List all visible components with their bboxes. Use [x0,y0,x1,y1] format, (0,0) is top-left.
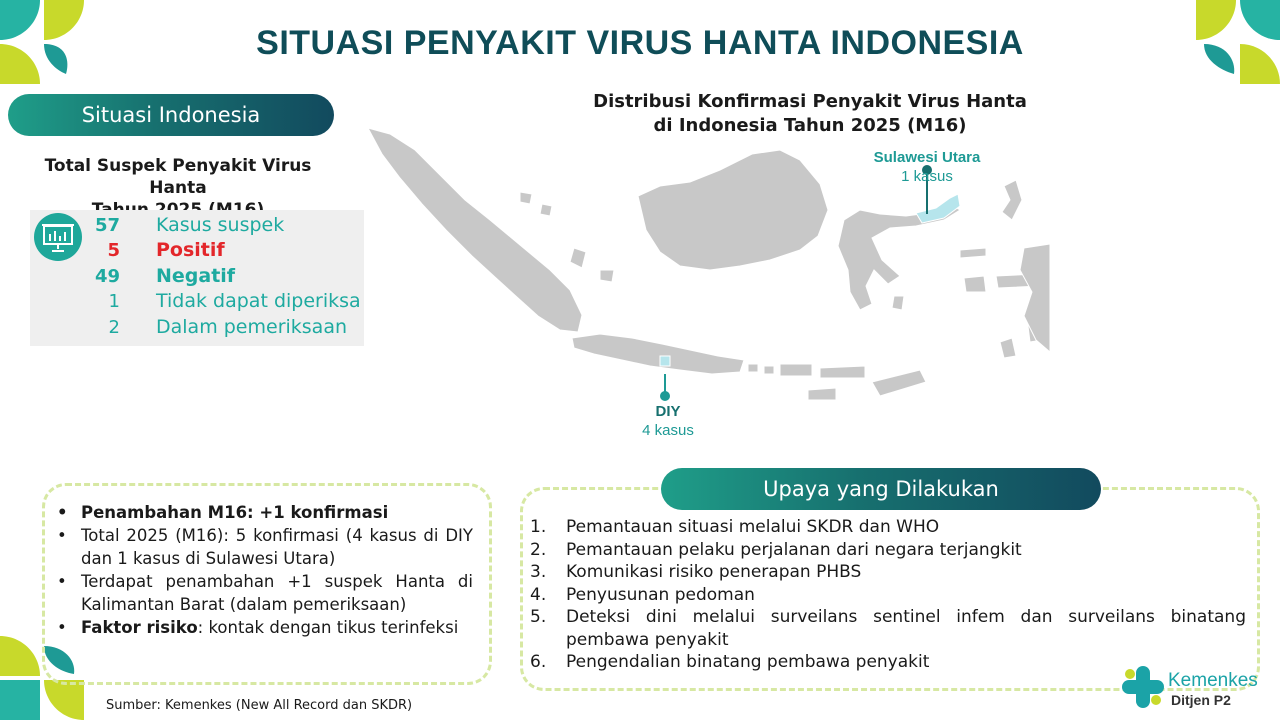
stat-value-suspect: 57 [94,215,120,236]
stat-value-negative: 49 [94,266,120,287]
note-item: • Total 2025 (M16): 5 konfirmasi (4 kasus di DIY dan 1 kasus di Sulawesi Utara) [55,524,473,570]
action-item: 3. Komunikasi risiko penerapan PHBS [530,562,862,582]
stat-value-in-examination: 2 [108,317,120,338]
action-item: 6. Pengendalian binatang pembawa penyakit [530,652,930,672]
marker-diy [661,374,669,400]
kemenkes-logo-icon [1118,662,1168,712]
island-kalimantan [638,150,828,270]
actions-list [530,516,1246,674]
map-title-line1: Distribusi Konfirmasi Penyakit Virus Hanta [593,91,1027,112]
island-bangka [570,248,586,268]
highlight-sulawesi-utara [916,194,960,223]
map-label-sulawesi-utara-name: Sulawesi Utara [873,149,981,166]
island-sumbawa [780,364,812,376]
island-sumba [808,388,836,400]
island-timor [872,370,926,396]
logo-subtitle: Ditjen P2 [1171,692,1231,708]
stat-label-suspect: Kasus suspek [156,214,285,236]
island-riau [520,192,532,204]
island-sulawesi [838,204,960,310]
suspect-title-line1: Total Suspek Penyakit Virus Hanta [44,156,312,198]
island-papua [1020,244,1050,352]
note-item: • Penambahan M16: +1 konfirmasi [55,501,473,524]
island-sumatra [368,128,582,332]
map-title-line2: di Indonesia Tahun 2025 (M16) [653,115,967,136]
island-halmahera [1002,180,1022,220]
stat-label-positive: Positif [156,239,225,261]
stat-label-negative: Negatif [156,265,236,287]
action-item: 1. Pemantauan situasi melalui SKDR dan WHO [530,517,940,537]
island-lombok [764,366,774,374]
island-buton [892,296,904,310]
action-item: 5. Deteksi dini melalui surveilans sentinel infem dan surveilans binatang pembawa penyakit [530,607,1246,650]
island-sula [960,248,986,258]
stat-label-not-testable: Tidak dapat diperiksa [156,290,361,312]
logo-name: Kemenkes [1168,670,1258,691]
map-label-sulawesi-utara-cases: 1 kasus [901,168,953,185]
map-label-sulawesi-utara [852,148,1002,186]
island-java [572,334,744,374]
map-label-diy [618,402,718,440]
map-label-diy-name: DIY [655,403,681,420]
risk-label: Faktor risiko [81,618,198,637]
source-note: Sumber: Kemenkes (New All Record dan SKDR) [106,698,413,713]
island-belitung [600,270,614,282]
highlight-diy [660,356,670,366]
island-tanimbar [1000,338,1016,358]
stat-value-positive: 5 [107,240,120,261]
action-item: 4. Penyusunan pedoman [530,584,755,605]
island-buru [964,276,986,292]
note-item-risk [55,616,473,639]
island-bali [748,364,758,372]
page-title: SITUASI PENYAKIT VIRUS HANTA INDONESIA [256,24,1024,62]
island-flores [820,366,865,378]
map-label-diy-cases: 4 kasus [642,422,694,439]
action-item: 2. Pemantauan pelaku perjalanan dari negara terjangkit [530,539,1022,560]
island-riau-2 [540,204,552,216]
notes-list [55,501,473,639]
note-item: • Terdapat penambahan +1 suspek Hanta di Kalimantan Barat (dalam pemeriksaan) [55,570,473,616]
stat-label-in-examination: Dalam pemeriksaan [156,316,348,338]
situation-header-pill: Situasi Indonesia [8,94,334,136]
stat-value-not-testable: 1 [108,291,120,312]
risk-text: : kontak dengan tikus terinfeksi [197,618,459,637]
actions-header-pill: Upaya yang Dilakukan [661,468,1101,510]
